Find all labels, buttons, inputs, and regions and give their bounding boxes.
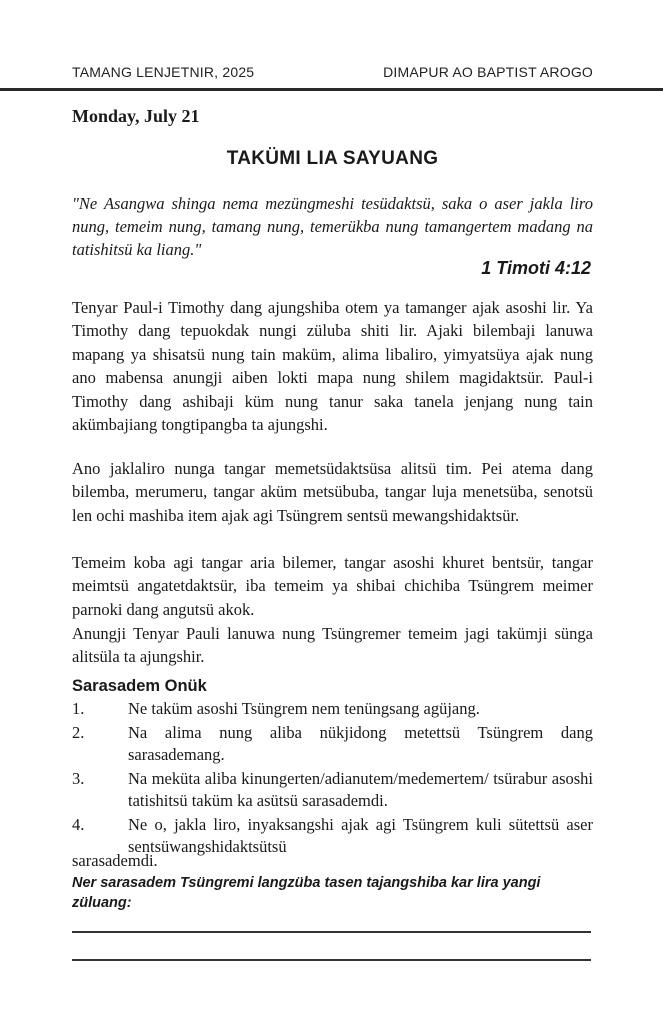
list-text: Ne taküm asoshi Tsüngrem nem tenüngsang agüjang. — [128, 699, 480, 718]
answer-line[interactable] — [72, 931, 591, 933]
list-item — [72, 698, 593, 721]
list-text: Na alima nung aliba nükjidong metettsü Tsüngrem dang sarasademang. — [128, 722, 593, 764]
date-heading: Monday, July 21 — [72, 106, 200, 126]
paragraph-text: Tenyar Paul-i Timothy dang ajungshiba otem ya tamanger ajak asoshi lir. Ya Timothy dang tepuokdak nungi züluba shiti lir. Ajaki bilembaji lanuwa mapang ya shisatsü nung tain maküm, alima libaliro, yimyatsüya ajak nung ano mabensa anungji aiben lokti mapa nung shilem magidaktsür. Paul-i Timothy dang ashibaji küm nung tanur saka tanela jenjang nung tain akümbajiang tongtipangba ta ajungshi. — [72, 298, 593, 435]
header-left: TAMANG LENJETNIR, 2025 — [72, 64, 255, 80]
devotion-title: TAKÜMI LIA SAYUANG — [226, 148, 439, 169]
prayer-heading: Sarasadem Onük — [72, 677, 207, 695]
list-tail: sarasademdi. — [72, 851, 158, 870]
list-text: Ne o, jakla liro, inyaksangshi ajak agi Tsüngrem kuli sütettsü aser sentsüwangshidaktsütsü — [128, 814, 593, 856]
paragraph-4 — [72, 622, 593, 669]
paragraph-1 — [72, 296, 593, 436]
paragraph-text: Ano jaklaliro nunga tangar memetsüdaktsüsa alitsü tim. Pei atema dang bilemba, merumeru, tangar aküm metsübuba, tangar luja menetsüba, senotsü len ochi mashiba item ajak agi Tsüngrem sentsü mewangshidaktsür. — [72, 459, 593, 525]
list-number: 3. — [72, 768, 85, 788]
paragraph-3 — [72, 551, 593, 621]
writing-prompt: Ner sarasadem Tsüngremi langzüba tasen tajangshiba kar lira yangi züluang: — [72, 875, 541, 911]
list-number: 4. — [72, 814, 85, 834]
paragraph-text: Anungji Tenyar Pauli lanuwa nung Tsüngremer temeim jagi takümji sünga alitsüla ta ajungshir. — [72, 624, 593, 667]
list-item — [72, 768, 593, 813]
header-right: DIMAPUR AO BAPTIST AROGO — [383, 64, 593, 80]
list-number: 2. — [72, 722, 85, 742]
paragraph-2 — [72, 457, 593, 527]
paragraph-text: Temeim koba agi tangar aria bilemer, tangar asoshi khuret bentsür, tangar meimtsü angatetdaktsür, iba temeim ya shibai chichiba Tsüngrem meimer parnoki dang angutsü akok. — [72, 553, 593, 619]
scripture-reference: 1 Timoti 4:12 — [481, 258, 591, 278]
scripture-verse: "Ne Asangwa shinga nema mezüngmeshi tesüdaktsü, saka o aser jakla liro nung, temeim nung, tamang nung, temerükba nung tamangertem madang na tatishitsü ka liang." — [72, 194, 593, 259]
header-rule — [0, 88, 663, 91]
list-item — [72, 722, 593, 767]
answer-line[interactable] — [72, 959, 591, 961]
list-text: Na meküta aliba kinungerten/adianutem/medemertem/ tsürabur asoshi tatishitsü taküm ka asütsü sarasademdi. — [128, 768, 593, 810]
prayer-list — [72, 698, 593, 860]
list-number: 1. — [72, 699, 85, 718]
